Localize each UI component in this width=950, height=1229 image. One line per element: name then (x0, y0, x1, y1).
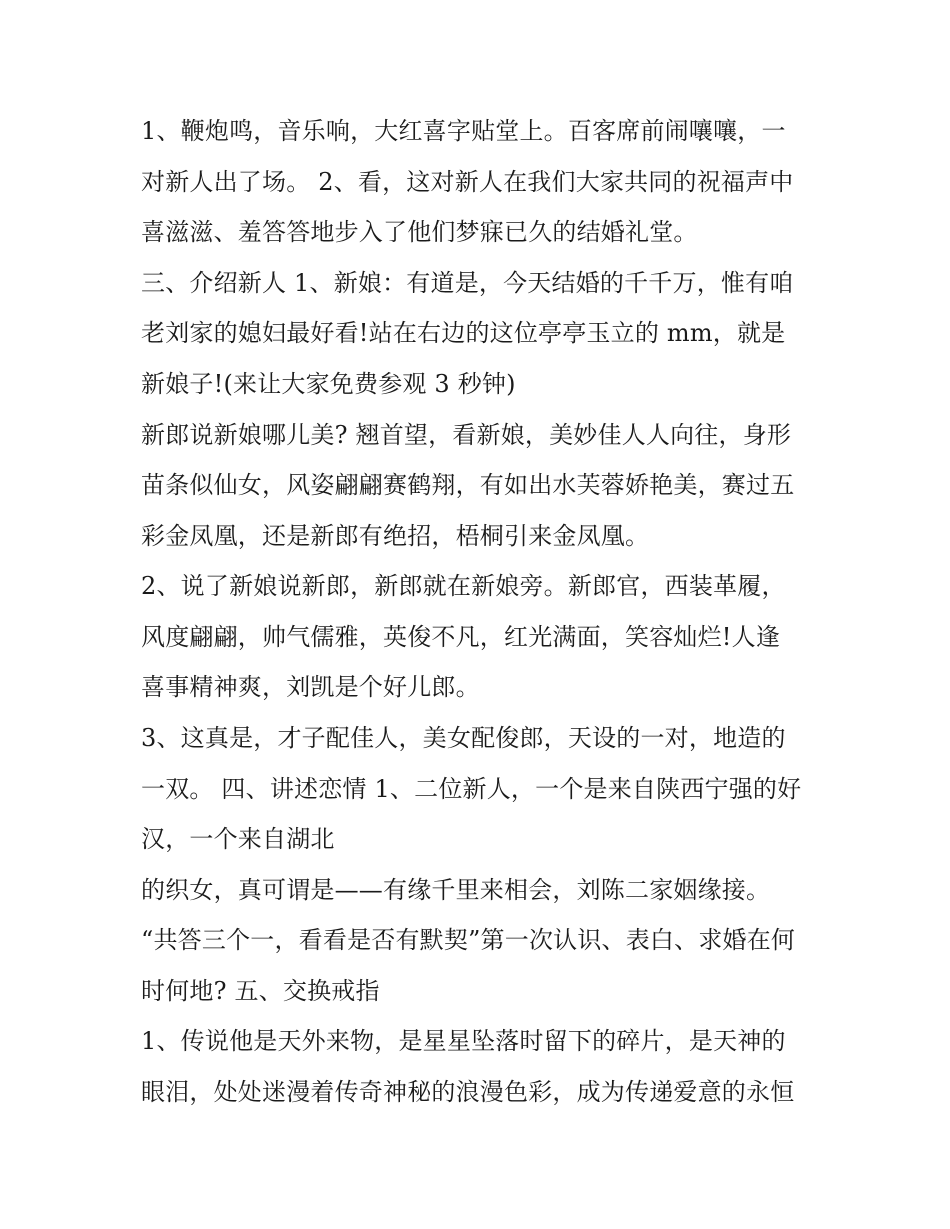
text-line: 风度翩翩，帅气儒雅，英俊不凡，红光满面，笑容灿烂!人逢 (141, 623, 781, 651)
text-line: 老刘家的媳妇最好看!站在右边的这位亭亭玉立的 mm，就是 (141, 319, 786, 347)
text-line: 眼泪，处处迷漫着传奇神秘的浪漫色彩，成为传递爱意的永恒 (141, 1078, 795, 1106)
text-line: 1、鞭炮鸣，音乐响，大红喜字贴堂上。百客席前闹嚷嚷，一 (141, 117, 786, 145)
text-line: 一双。 四、讲述恋情 1、二位新人，一个是来自陕西宁强的好 (141, 775, 802, 803)
text-line: 新娘子!(来让大家免费参观 3 秒钟) (141, 370, 516, 398)
text-line: “共答三个一，看看是否有默契”第一次认识、表白、求婚在何 (141, 926, 796, 954)
text-line: 2、说了新娘说新郎，新郎就在新娘旁。新郎官，西装革履， (141, 572, 786, 600)
text-line: 三、介绍新人 1、新娘：有道是，今天结婚的千千万，惟有咱 (141, 269, 794, 297)
text-line: 汉，一个来自湖北 (141, 825, 335, 853)
text-line: 喜事精神爽，刘凯是个好儿郎。 (141, 673, 480, 701)
text-line: 时何地? 五、交换戒指 (141, 977, 380, 1005)
text-line: 彩金凤凰，还是新郎有绝招，梧桐引来金凤凰。 (141, 522, 650, 550)
text-line: 苗条似仙女，风姿翩翩赛鹤翔，有如出水芙蓉娇艳美，赛过五 (141, 471, 795, 499)
text-line: 的织女，真可谓是——有缘千里来相会，刘陈二家姻缘接。 (141, 876, 771, 904)
text-line: 1、传说他是天外来物，是星星坠落时留下的碎片，是天神的 (141, 1027, 786, 1055)
text-line: 新郎说新娘哪儿美? 翘首望，看新娘，美妙佳人人向往，身形 (141, 421, 792, 449)
text-line: 3、这真是，才子配佳人，美女配俊郎，天设的一对，地造的 (141, 724, 786, 752)
text-line: 对新人出了场。 2、看，这对新人在我们大家共同的祝福声中 (141, 168, 794, 196)
text-line: 喜滋滋、羞答答地步入了他们梦寐已久的结婚礼堂。 (141, 218, 698, 246)
